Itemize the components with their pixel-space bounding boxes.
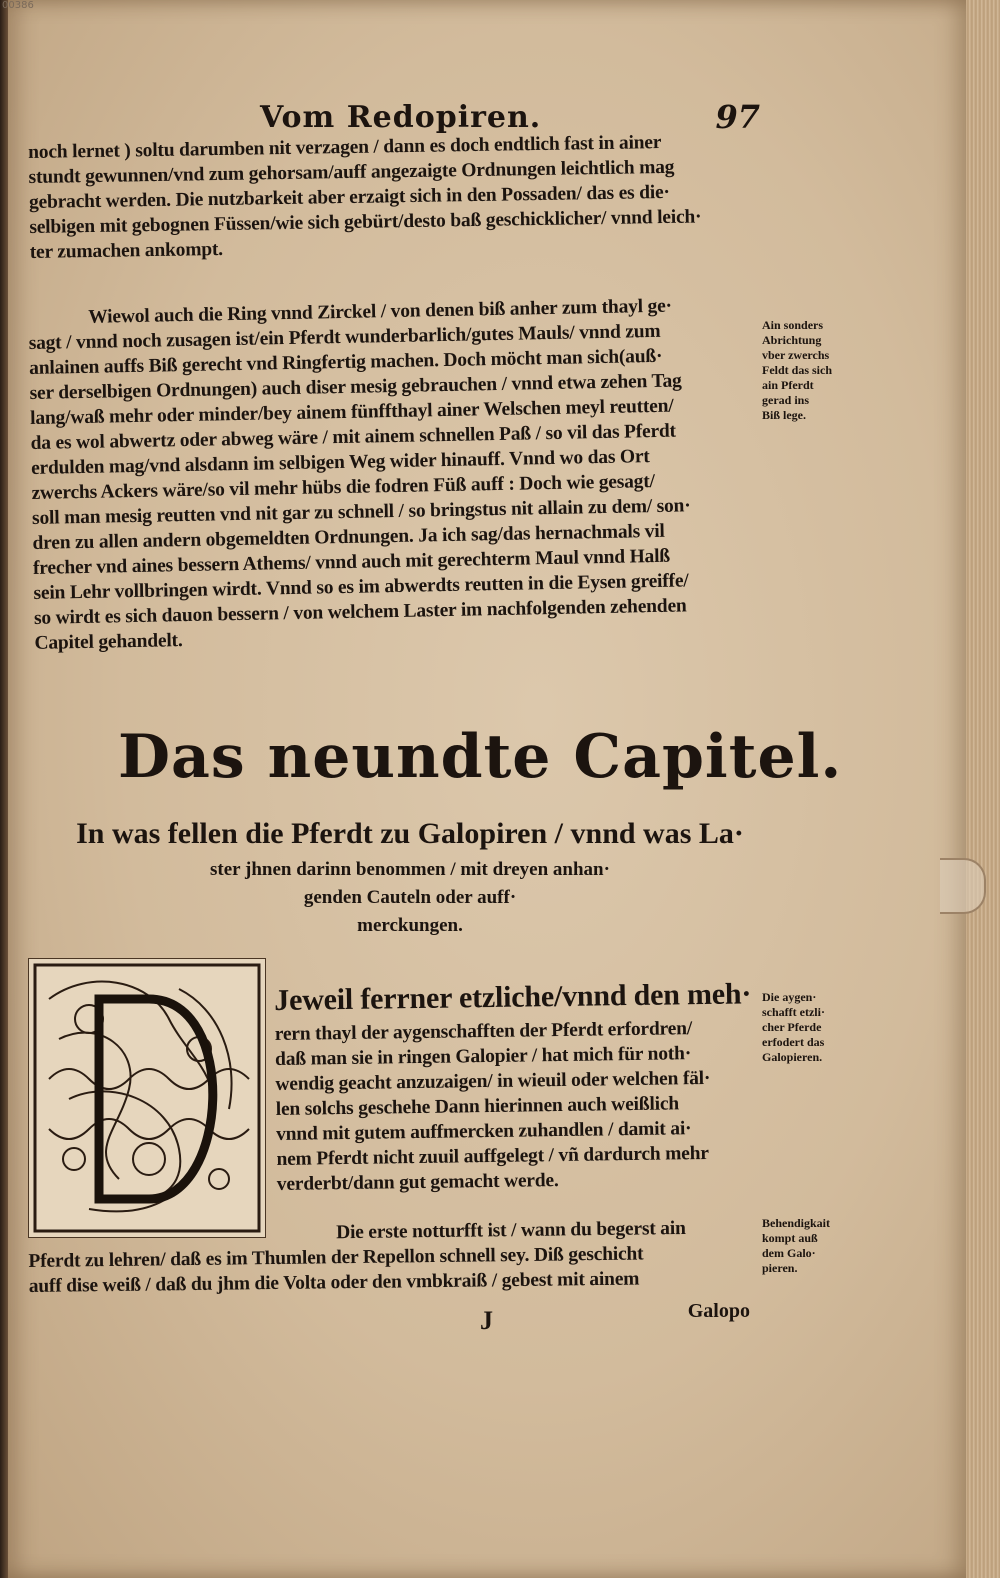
margin-note-line: dem Galo· xyxy=(762,1246,816,1260)
catchword: Galopo xyxy=(687,1300,750,1322)
paragraph-1 xyxy=(28,129,702,265)
library-mark: 00386 xyxy=(2,0,34,11)
text-line: nem Pferdt nicht zuuil auffgelegt / vñ dardurch mehr xyxy=(276,1142,709,1170)
text-line: anlainen auffs Biß gerecht vnd Ringfertig machen. Doch möcht man sich(auß· xyxy=(28,345,663,379)
margin-note-line: cher Pferde xyxy=(762,1020,822,1034)
margin-note-line: Ain sonders xyxy=(762,318,824,332)
text-line: Wiewol auch die Ring vnnd Zirckel / von denen biß anher zum thayl ge· xyxy=(88,295,673,328)
margin-note-line: vber zwerchs xyxy=(762,348,830,362)
chapter-title: Das neundte Capitel. xyxy=(118,722,843,792)
text-line: soll man mesig reutten vnd nit gar zu schnell / so bringstus nit allain zu dem/ son· xyxy=(31,495,691,529)
running-title: Vom Redopiren. xyxy=(260,100,542,135)
subtitle-line: In was fellen die Pferdt zu Galopiren / vnnd was La· xyxy=(76,817,744,850)
text-line: rern thayl der aygenschafften der Pferdt erfordren/ xyxy=(274,1018,693,1045)
margin-note-line: schafft etzli· xyxy=(762,1005,825,1019)
signature-mark: J xyxy=(480,1306,493,1335)
text-line: auff dise weiß / daß du jhm die Volta oder den vmbkraiß / gebest mit ainem xyxy=(28,1268,640,1297)
text-line: so wirdt es sich dauon bessern / von welchem Laster im nachfolgenden zehenden xyxy=(33,595,687,629)
subtitle-line: genden Cauteln oder auff· xyxy=(303,887,517,908)
subtitle-line: merckungen. xyxy=(357,915,463,936)
text-line: Pferdt zu lehren/ daß es im Thumlen der Repellon schnell sey. Diß geschicht xyxy=(28,1243,644,1272)
margin-note-3 xyxy=(762,1216,862,1276)
paragraph-2 xyxy=(28,293,693,656)
margin-note-line: Die aygen· xyxy=(762,990,817,1004)
margin-note-line: Abrichtung xyxy=(762,333,822,347)
subtitle-line: ster jhnen darinn benommen / mit dreyen anhan· xyxy=(210,859,610,880)
page-footer xyxy=(480,1300,760,1340)
margin-note-line: Behendigkait xyxy=(762,1216,831,1230)
text-line: noch lernet ) soltu darumben nit verzagen / dann es doch endtlich fast in ainer xyxy=(28,132,662,163)
margin-note-line: kompt auß xyxy=(762,1231,818,1245)
text-line: verderbt/dann gut gemacht werde. xyxy=(276,1170,559,1195)
margin-note-2 xyxy=(762,990,862,1065)
text-line: Jeweil ferrner etzliche/vnnd den meh· xyxy=(274,977,752,1017)
text-line: len solchs geschehe Dann hierinnen auch weißlich xyxy=(275,1093,680,1120)
text-line: frecher vnd aines bessern Athems/ vnnd auch mit gerechterm Maul vnnd Halß xyxy=(32,545,671,579)
paragraph-3 xyxy=(274,973,754,1197)
text-line: stundt gewunnen/vnd zum gehorsam/auff angezaigte Ordnungen leichtlich mag xyxy=(28,156,675,188)
paragraph-4 xyxy=(28,1216,686,1299)
text-line: gebracht werden. Die nutzbarkeit aber erzaigt sich in den Possaden/ das es die· xyxy=(28,181,670,213)
margin-note-line: Galopieren. xyxy=(762,1050,823,1064)
margin-note-line: gerad ins xyxy=(762,393,810,407)
text-line: vnnd mit gutem auffmercken zuhandlen / damit ai· xyxy=(276,1118,692,1145)
text-line: dren zu allen andern obgemeldten Ordnungen. Ja ich sag/das hernachmals vil xyxy=(32,520,665,554)
text-line: zwerchs Ackers wäre/so vil mehr hübs die fodren Füß auff : Doch wie gesagt/ xyxy=(31,471,655,504)
margin-note-line: pieren. xyxy=(762,1261,798,1275)
text-line: daß man sie in ringen Galopier / hat mich für noth· xyxy=(274,1043,692,1070)
text-line: sagt / vnnd noch zusagen ist/ein Pferdt wunderbarlich/gutes Mauls/ vnnd zum xyxy=(28,320,661,354)
text-line: ser derselbigen Ordnungen) auch diser mesig gebrauchen / vnnd etwa zehen Tag xyxy=(29,370,682,404)
page-stack-edge xyxy=(966,0,1000,1578)
text-line: Die erste notturfft ist / wann du begerst ain xyxy=(336,1217,686,1244)
decorated-initial-d xyxy=(28,958,266,1238)
page-number: 97 xyxy=(715,98,760,136)
margin-note-1 xyxy=(762,318,862,423)
ornament-icon xyxy=(29,959,265,1237)
margin-note-line: erfodert das xyxy=(762,1035,825,1049)
text-line: sein Lehr vollbringen wirdt. Vnnd so es im abwerdts reutten in die Eysen greiffe/ xyxy=(33,570,689,604)
text-line: wendig geacht anzuzaigen/ in wieuil oder welchen fäl· xyxy=(275,1067,711,1095)
text-line: selbigen mit gebognen Füssen/wie sich gebürt/desto baß geschicklicher/ vnnd leich· xyxy=(29,206,702,238)
margin-note-line: Feldt das sich xyxy=(762,363,833,377)
text-line: erdulden mag/vnd alsdann im selbigen Weg wider hinauff. Vnnd wo das Ort xyxy=(30,446,650,479)
text-line: da es wol abwertz oder abweg wäre / mit ainem schnellen Paß / so vil das Pferdt xyxy=(30,420,677,454)
chapter-subtitle xyxy=(50,812,770,940)
margin-note-line: ain Pferdt xyxy=(762,378,814,392)
text-line: lang/waß mehr oder minder/bey ainem fünffthayl ainer Welschen meyl reutten/ xyxy=(29,395,674,429)
text-line: ter zumachen ankompt. xyxy=(29,238,224,263)
margin-note-line: Biß lege. xyxy=(762,408,806,422)
page-tab xyxy=(940,858,986,914)
text-line: Capitel gehandelt. xyxy=(34,630,183,654)
